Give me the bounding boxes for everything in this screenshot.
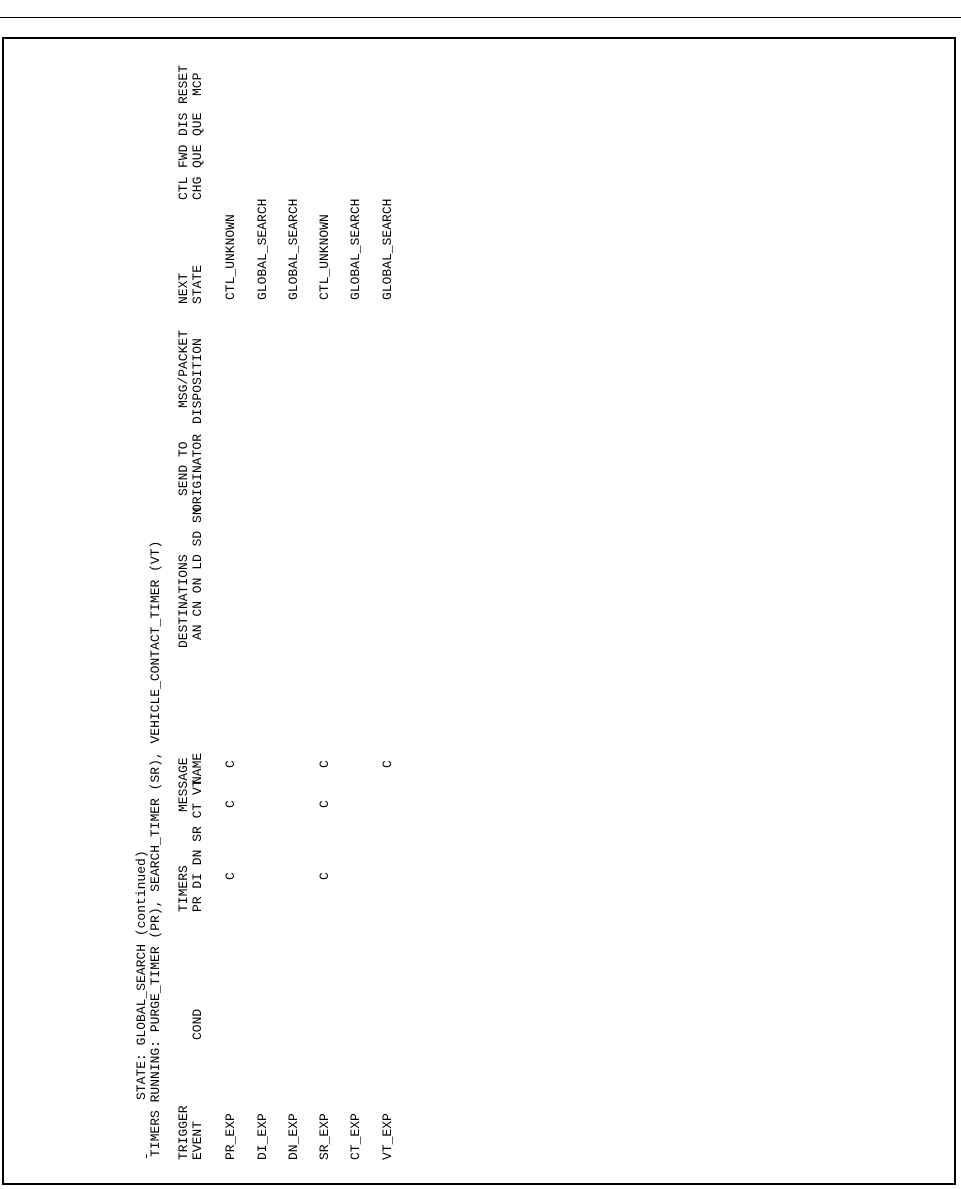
header-message: MESSAGE [176,757,191,812]
state-line: STATE: GLOBAL_SEARCH (continued) [134,850,149,1100]
header-event: EVENT [190,1120,205,1160]
timer-sr-cell: C [317,800,332,808]
row-event: CT_EXP [348,1113,363,1160]
timers-running-line: TIMERS RUNNING: PURGE_TIMER (PR), SEARCH_TIMER (SR), VEHICLE_CONTACT_TIMER (VT) [148,540,163,1157]
state-table-rotated [125,40,725,1160]
header-destination-columns: AN CN ON LD SD SN [190,507,205,640]
header-originator: ORIGINATOR [190,433,205,512]
row-event: DI_EXP [255,1113,270,1160]
header-disposition: DISPOSITION [190,338,205,424]
top-rule [0,17,961,18]
header-state: STATE [190,264,205,304]
timer-pr-cell: C [223,872,238,880]
header-destinations: DESTINATIONS [176,554,191,648]
row-event: PR_EXP [223,1113,238,1160]
stray-mark: - [139,1152,154,1160]
next-state-cell: CTL_UNKNOWN [317,214,332,300]
timer-sr-cell: C [223,800,238,808]
header-next: NEXT [176,272,191,304]
header-fwd: FWD [176,144,191,168]
header-dis: DIS [176,112,191,136]
timer-pr-cell: C [317,872,332,880]
row-event: DN_EXP [286,1113,301,1160]
header-msg-packet: MSG/PACKET [176,329,191,408]
row-event: VT_EXP [380,1113,395,1160]
next-state-cell: GLOBAL_SEARCH [286,198,301,300]
header-trigger: TRIGGER [176,1105,191,1160]
header-timer-columns: PR DI DN SR CT VT [190,779,205,912]
timer-vt-cell: C [317,760,332,768]
header-reset: RESET [176,64,191,104]
next-state-cell: GLOBAL_SEARCH [380,198,395,300]
header-dis-que: QUE [190,112,205,136]
header-fwd-que: QUE [190,144,205,168]
next-state-cell: CTL_UNKNOWN [223,214,238,300]
header-send-to: SEND TO [176,441,191,496]
header-message-name: NAME [190,752,205,784]
timer-vt-cell: C [380,760,395,768]
header-mcp: MCP [190,72,205,96]
header-ctl: CTL [176,176,191,200]
next-state-cell: GLOBAL_SEARCH [348,198,363,300]
timer-vt-cell: C [223,760,238,768]
row-event: SR_EXP [317,1113,332,1160]
header-chg: CHG [190,176,205,200]
header-cond: COND [190,1008,205,1040]
next-state-cell: GLOBAL_SEARCH [255,198,270,300]
header-timers: TIMERS [176,865,191,912]
